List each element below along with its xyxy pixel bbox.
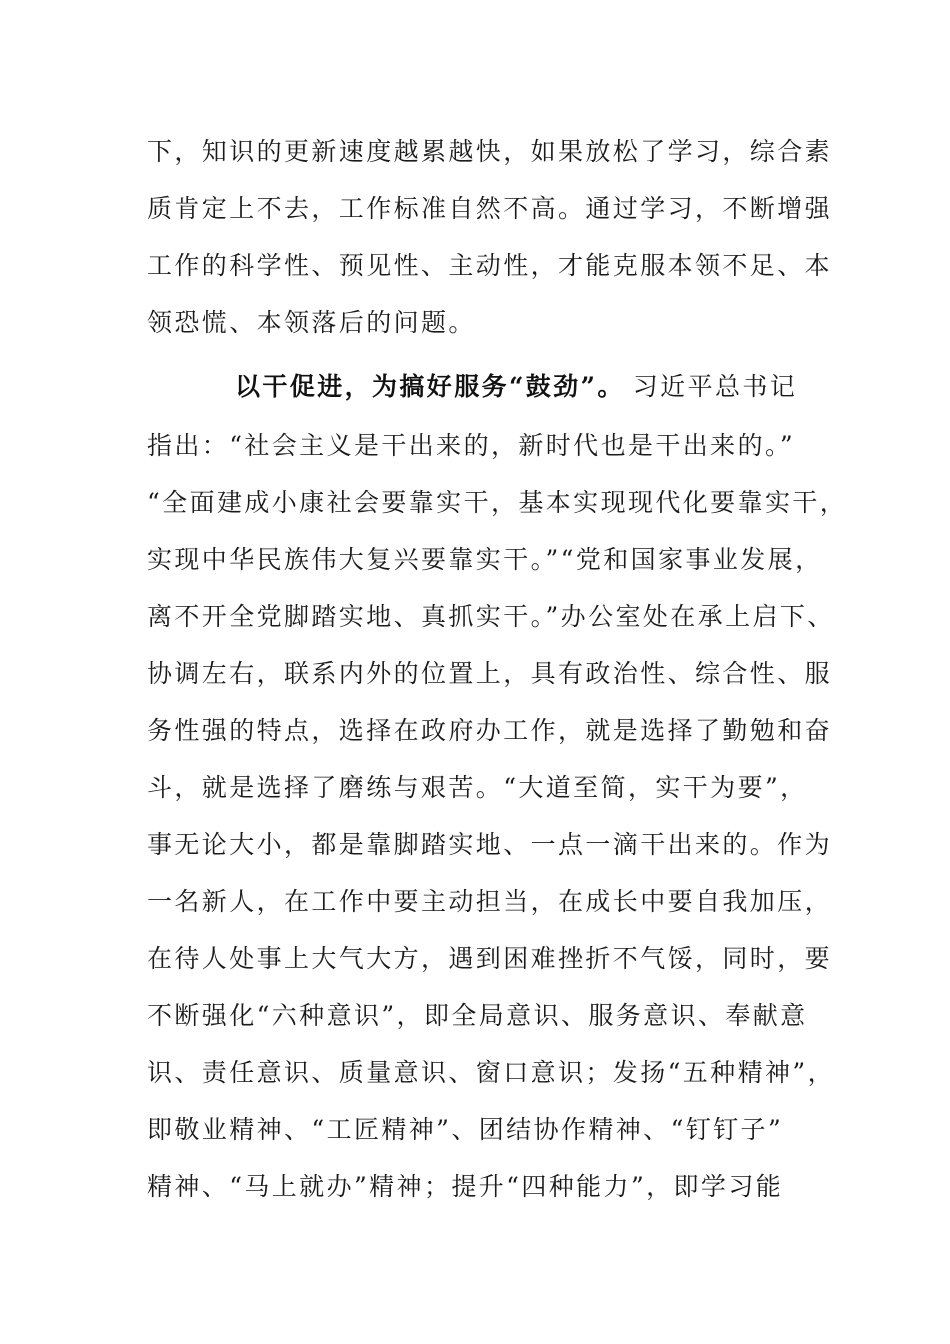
body-text-line: 指出：“社会主义是干出来的，新时代也是干出来的。”: [147, 431, 796, 460]
body-text-line: 下，知识的更新速度越累越快，如果放松了学习，综合素: [147, 137, 833, 166]
body-text-line: “全面建成小康社会要靠实干，基本实现现代化要靠实干，: [147, 488, 848, 517]
body-text-line: 斗，就是选择了磨练与艰苦。“大道至简，实干为要”，: [147, 773, 808, 802]
paragraph-heading: 以干促进，为搞好服务“鼓劲”。: [235, 372, 625, 401]
body-text-line: 领恐慌、本领落后的问题。: [147, 308, 476, 337]
body-text-line: 务性强的特点，选择在政府办工作，就是选择了勤勉和奋: [147, 716, 833, 745]
body-text-line: 不断强化“六种意识”，即全局意识、服务意识、奉献意: [147, 1001, 808, 1030]
body-text-line: 工作的科学性、预见性、主动性，才能克服本领不足、本: [147, 251, 833, 280]
body-text-line: 一名新人，在工作中要主动担当，在成长中要自我加压，: [147, 887, 833, 916]
body-text-line: 事无论大小，都是靠脚踏实地、一点一滴干出来的。作为: [147, 830, 833, 859]
body-text-line: 协调左右，联系内外的位置上，具有政治性、综合性、服: [147, 659, 833, 688]
body-text-line: 即敬业精神、“工匠精神”、团结协作精神、“钉钉子”: [147, 1115, 784, 1144]
body-text: 习近平总书记: [632, 372, 798, 401]
body-text-line: 离不开全党脚踏实地、真抓实干。”办公室处在承上启下、: [147, 602, 835, 631]
body-text-line: 质肯定上不去，工作标准自然不高。通过学习，不断增强: [147, 194, 833, 223]
body-text-line: 精神、“马上就办”精神；提升“四种能力”，即学习能: [147, 1172, 784, 1201]
body-text-line: 在待人处事上大气大方，遇到困难挫折不气馁，同时，要: [147, 944, 833, 973]
body-text-line: 识、责任意识、质量意识、窗口意识；发扬“五种精神”，: [147, 1058, 835, 1087]
paragraph-first-line: [235, 371, 810, 403]
body-text-line: 实现中华民族伟大复兴要靠实干。”“党和国家事业发展，: [147, 545, 823, 574]
